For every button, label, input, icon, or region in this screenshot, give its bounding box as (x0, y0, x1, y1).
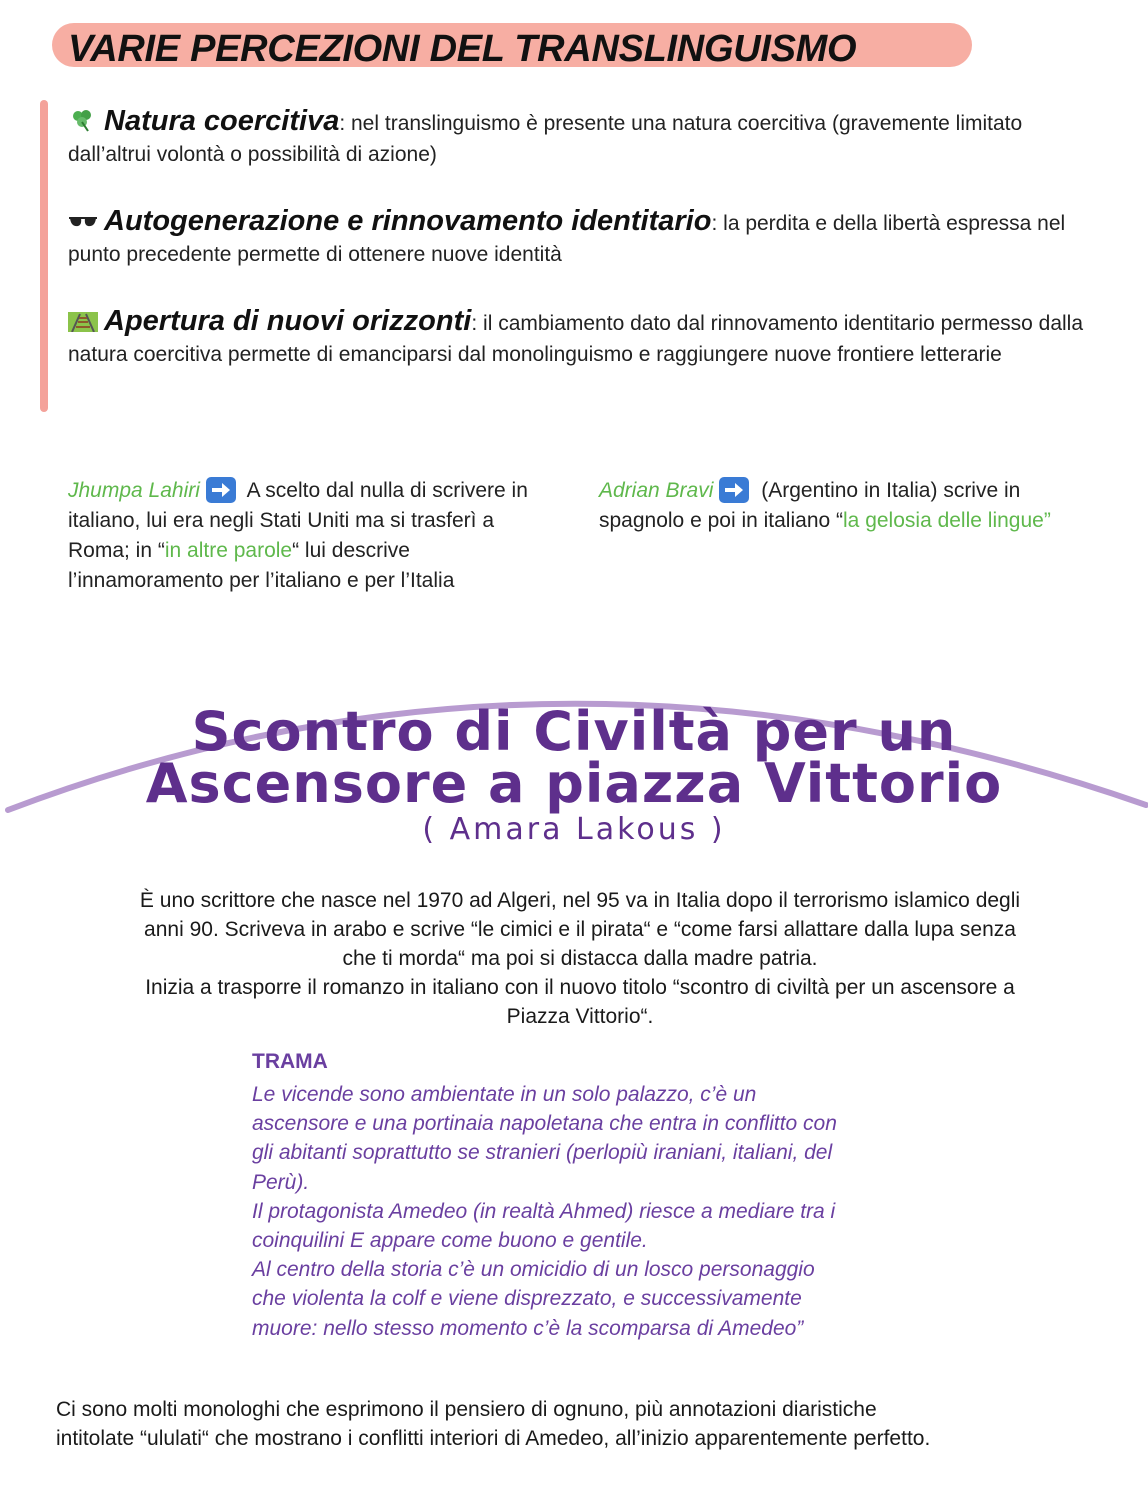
author-name: Adrian Bravi (599, 479, 714, 502)
plot-line: Perù). (252, 1170, 310, 1194)
plot-line: coinquilini E appare come buono e gentile. (252, 1229, 648, 1253)
book-title-link: la gelosia delle lingue” (843, 509, 1051, 532)
plot-line: Al centro della storia c’è un omicidio di un losco personaggio (252, 1258, 815, 1282)
intro-line: Piazza Vittorio“. (506, 1005, 654, 1028)
closing-line: Ci sono molti monologhi che esprimono il pensiero di ognuno, più annotazioni diaristiche (56, 1398, 877, 1421)
sunglasses-icon (68, 210, 98, 232)
perception-separator: : (711, 212, 718, 235)
closing-line: intitolate “ululati“ che mostrano i conflitti interiori di Amedeo, all’inizio apparentemente perfetto. (56, 1427, 931, 1450)
author-text-end: “ lui descrive l’innamoramento per l’italiano e per l’Italia (68, 539, 455, 592)
perception-coercive (68, 106, 1108, 170)
book-title-link: in altre parole (164, 539, 293, 562)
author-text: A scelto dal nulla di scrivere in italiano, lui era negli Stati Uniti ma si trasferì a Roma; in “ (68, 479, 528, 562)
handwritten-title-line-1: Scontro di Civiltà per un (191, 700, 957, 763)
intro-line: che ti morda“ ma poi si distacca dalla madre patria. (342, 947, 818, 970)
intro-line: Inizia a trasporre il romanzo in italiano con il nuovo titolo “scontro di civiltà per un ascensore a (145, 976, 1015, 999)
plot-line: Le vicende sono ambientate in un solo palazzo, c’è un (252, 1083, 757, 1106)
perception-separator: : (339, 112, 346, 135)
perception-separator: : (471, 312, 478, 335)
author-lahiri (68, 476, 548, 596)
perception-heading: Natura coercitiva (104, 105, 340, 137)
shamrock-icon (68, 108, 98, 130)
perception-heading: Apertura di nuovi orizzonti (104, 305, 472, 337)
author-bravi (599, 476, 1069, 536)
handwritten-title-line-2: Ascensore a piazza Vittorio (145, 752, 1003, 815)
right-arrow-icon (719, 477, 749, 503)
perception-text: il cambiamento dato dal rinnovamento identitario permesso dalla natura coercitiva permette di emanciparsi dal monolinguismo e raggiungere nuove frontiere letterarie (68, 312, 1084, 366)
plot-text (252, 1080, 952, 1343)
plot-line: gli abitanti soprattutto se stranieri (perlopiù iraniani, italiani, del (252, 1141, 833, 1165)
perception-text: la perdita e della libertà espressa nel punto precedente permette di ottenere nuove identità (68, 212, 1066, 266)
plot-line: che violenta la colf e viene disprezzato, e successivamente (252, 1287, 802, 1311)
author-text: (Argentino in Italia) scrive in spagnolo e poi in italiano “ (599, 479, 1021, 532)
plot-line: Il protagonista Amedeo (in realtà Ahmed) riesce a mediare tra i (252, 1199, 836, 1223)
perception-heading: Autogenerazione e rinnovamento identitario (104, 205, 712, 237)
plot-heading: TRAMA (252, 1050, 328, 1073)
perception-text: nel translinguismo è presente una natura coercitiva (gravemente limitato dall’altrui volontà o possibilità di azione) (68, 112, 1023, 166)
handwritten-author: ( Amara Lakous ) (422, 812, 726, 847)
intro-line: È uno scrittore che nasce nel 1970 ad Algeri, nel 95 va in Italia dopo il terrorismo islamico degli (139, 889, 1021, 912)
intro-line: anni 90. Scriveva in arabo e scrive “le cimici e il pirata“ e “come farsi allattare dalla lupa senza (144, 918, 1016, 941)
author-intro (60, 886, 1100, 1031)
railway-track-icon (68, 310, 98, 332)
perception-horizons (68, 306, 1108, 370)
closing-paragraph (56, 1395, 1116, 1453)
section-accent-bar (40, 100, 48, 412)
right-arrow-icon (206, 477, 236, 503)
perception-identity (68, 206, 1108, 270)
page-title: VARIE PERCEZIONI DEL TRANSLINGUISMO (68, 28, 857, 70)
plot-line: muore: nello stesso momento c’è la scomparsa di Amedeo” (252, 1316, 804, 1340)
plot-line: ascensore e una portinaia napoletana che entra in conflitto con (252, 1112, 837, 1136)
author-name: Jhumpa Lahiri (68, 479, 200, 502)
